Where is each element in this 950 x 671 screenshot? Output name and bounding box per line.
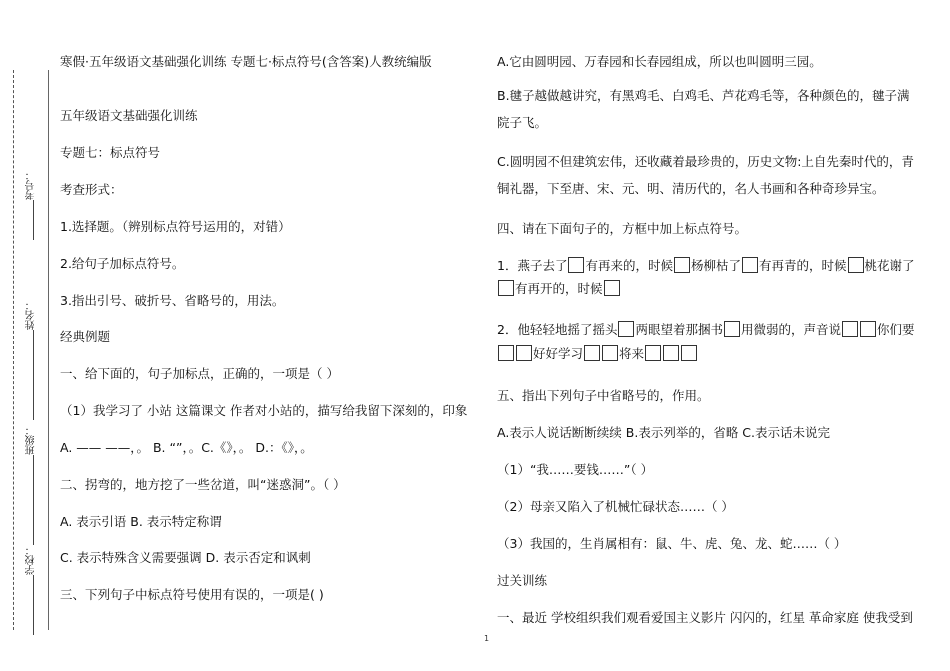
question-3-option-b: B.毽子越做越讲究，有黑鸡毛、白鸡毛、芦花鸡毛等，各种颜色的，毽子满院子飞。 (497, 88, 910, 130)
exam-number-field (26, 170, 42, 240)
s2-part-1: 2．他轻轻地摇了摇头 (497, 322, 618, 337)
question-3-option-a: A.它由圆明园、万春园和长春园组成，所以也叫圆明三园。 (497, 54, 822, 69)
punctuation-box[interactable] (724, 321, 740, 337)
punctuation-box[interactable] (860, 321, 876, 337)
margin-separator (48, 70, 49, 630)
question-5-item-1: （1）“我……要钱……”（ ） (497, 462, 654, 477)
question-5-options: A.表示人说话断断续续 B.表示列举的，省略 C.表示话未说完 (497, 425, 831, 440)
name-field (26, 300, 42, 420)
exam-form-2: 2.给句子加标点符号。 (60, 256, 185, 271)
punctuation-box[interactable] (848, 257, 864, 273)
name-label: 姓名： (26, 300, 37, 330)
punctuation-box[interactable] (663, 345, 679, 361)
punctuation-box[interactable] (618, 321, 634, 337)
school-rule (33, 575, 34, 635)
s1-part-3: 杨柳枯了 (690, 258, 741, 273)
question-2-options-cd: C. 表示特殊含义需要强调 D. 表示否定和讽刺 (60, 550, 311, 565)
question-4-sentence-1-line-1 (497, 256, 915, 274)
exam-form-3: 3.指出引号、破折号、省略号的，用法。 (60, 293, 285, 308)
practice-question-1: 一、最近 学校组织我们观看爱国主义影片 闪闪的，红星 革命家庭 使我受到 (497, 610, 913, 625)
s1-part-5: 桃花谢了 (864, 258, 915, 273)
punctuation-box[interactable] (498, 280, 514, 296)
punctuation-box[interactable] (645, 345, 661, 361)
question-5-item-3: （3）我国的，生肖属相有：鼠、牛、虎、兔、龙、蛇……（ ） (497, 536, 847, 551)
question-2-options-ab: A. 表示引语 B. 表示特定称谓 (60, 514, 222, 529)
punctuation-box[interactable] (681, 345, 697, 361)
section-practice: 过关训练 (497, 573, 548, 588)
s2-part-6: 将来 (619, 346, 645, 361)
question-4-sentence-2-line-2 (497, 344, 698, 362)
heading-grade: 五年级语文基础强化训练 (60, 108, 198, 123)
question-3: 三、下列句子中标点符号使用有误的，一项是( ) (60, 587, 324, 602)
punctuation-box[interactable] (516, 345, 532, 361)
punctuation-box[interactable] (742, 257, 758, 273)
punctuation-box[interactable] (584, 345, 600, 361)
binding-dashed-line (13, 70, 14, 630)
page-number: 1 (484, 634, 490, 643)
exam-form-1: 1.选择题。（辨别标点符号运用的，对错） (60, 219, 291, 234)
punctuation-box[interactable] (674, 257, 690, 273)
question-4: 四、请在下面句子的，方框中加上标点符号。 (497, 221, 748, 236)
exam-form-label: 考查形式： (60, 182, 123, 197)
name-rule (33, 330, 34, 420)
class-field (26, 425, 42, 545)
exam-number-rule (33, 200, 34, 240)
s1-part-6: 有再开的，时候 (515, 281, 603, 296)
heading-topic: 专题七：标点符号 (60, 145, 161, 160)
punctuation-box[interactable] (568, 257, 584, 273)
question-4-sentence-1-line-2 (497, 279, 621, 297)
s2-part-5: 好好学习 (533, 346, 584, 361)
punctuation-box[interactable] (602, 345, 618, 361)
question-5-item-2: （2）母亲又陷入了机械忙碌状态……（ ） (497, 499, 734, 514)
punctuation-box[interactable] (842, 321, 858, 337)
s2-part-4: 你们要 (877, 322, 915, 337)
question-1-options: A. —— ——，。 B. “”，。C.《》，。 D.：《》，。 (60, 440, 313, 455)
s2-part-2: 两眼望着那捆书 (635, 322, 723, 337)
s2-part-3: 用微弱的，声音说 (740, 322, 841, 337)
section-examples: 经典例题 (60, 329, 111, 344)
school-field (26, 545, 42, 635)
question-1: 一、给下面的，句子加标点，正确的，一项是（ ） (60, 366, 339, 381)
punctuation-box[interactable] (498, 345, 514, 361)
question-3-option-c: C.圆明园不但建筑宏伟，还收藏着最珍贵的，历史文物:上自先秦时代的，青铜礼器，下至唐、宋、元、明、清历代的，名人书画和各种奇珍异宝。 (497, 154, 914, 196)
s1-part-1: 1．燕子去了 (497, 258, 568, 273)
class-rule (33, 455, 34, 545)
s1-part-2: 有再来的，时候 (585, 258, 673, 273)
punctuation-box[interactable] (604, 280, 620, 296)
class-label: 班级： (26, 425, 37, 455)
question-1-sentence: （1）我学习了 小站 这篇课文 作者对小站的，描写给我留下深刻的，印象 (60, 403, 468, 418)
question-4-sentence-2-line-1 (497, 320, 915, 338)
question-5: 五、指出下列句子中省略号的，作用。 (497, 388, 710, 403)
exam-number-label: 考号： (26, 170, 37, 200)
school-label: 学校： (26, 545, 37, 575)
question-2: 二、拐弯的，地方挖了一些岔道，叫“迷惑洞”。（ ） (60, 477, 346, 492)
document-title: 寒假·五年级语文基础强化训练 专题七·标点符号(含答案)人教统编版 (60, 54, 432, 69)
s1-part-4: 有再青的，时候 (758, 258, 847, 273)
